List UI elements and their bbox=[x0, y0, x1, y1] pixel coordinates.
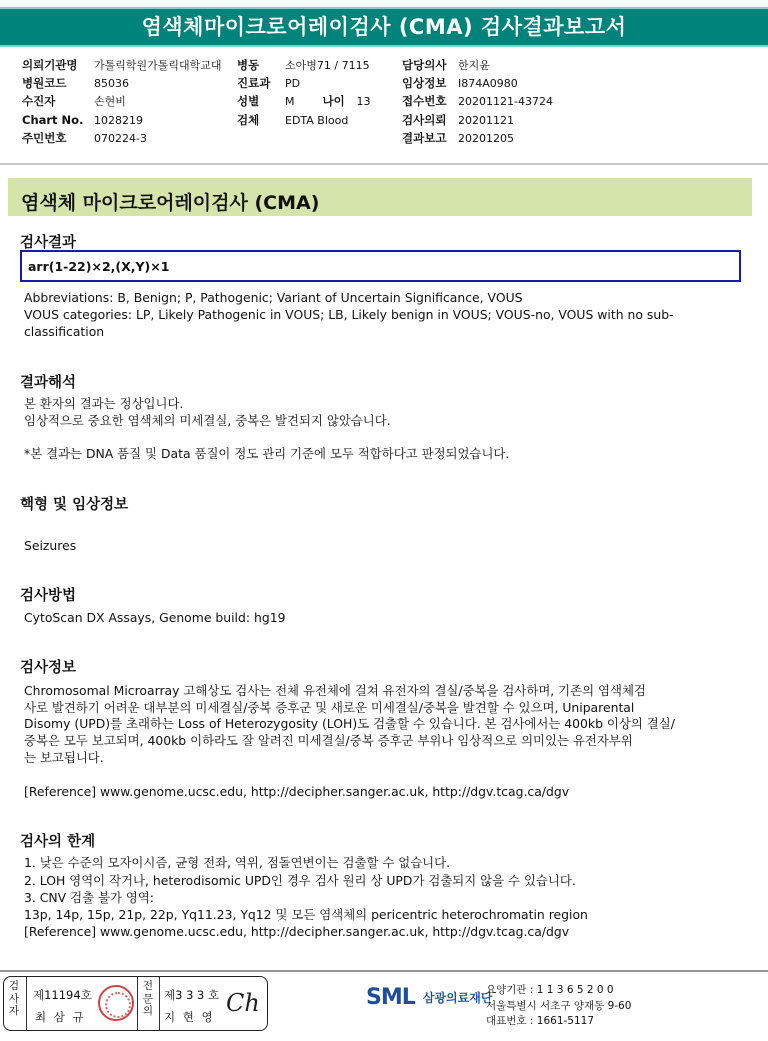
info-label: 수진자 bbox=[22, 94, 56, 109]
info-row-resident-no bbox=[22, 129, 222, 147]
test-info-reference: [Reference] www.genome.ucsc.edu, http://decipher.sanger.ac.uk, http://dgv.tcag.ca/dgv bbox=[24, 784, 570, 799]
info-row-request-date bbox=[402, 111, 553, 129]
info-row-hospital-code bbox=[22, 74, 222, 92]
interpretation-line: 임상적으로 중요한 염색체의 미세결실, 중복은 발견되지 않았습니다. bbox=[24, 413, 391, 428]
info-label: 결과보고 bbox=[402, 130, 447, 145]
reviewer-signature: Ch bbox=[226, 989, 260, 1017]
test-info-heading: 검사정보 bbox=[20, 660, 77, 676]
divider bbox=[26, 977, 27, 1030]
method-value: CytoScan DX Assays, Genome build: hg19 bbox=[24, 610, 286, 625]
info-label: 진료과 bbox=[237, 76, 271, 91]
reviewer-tag: 전문의 bbox=[142, 980, 154, 1017]
report-title: 염색체마이크로어레이검사 (CMA) 검사결과보고서 bbox=[0, 7, 768, 47]
limits-line: 2. LOH 영역이 작거나, heterodisomic UPD인 경우 검사 원리 상 UPD가 검출되지 않을 수 있습니다. bbox=[24, 873, 576, 888]
limits-line: 13p, 14p, 15p, 21p, 22p, Yq11.23, Yq12 및 모든 염색체의 pericentric heterochromatin region bbox=[24, 907, 588, 922]
info-column-3 bbox=[402, 56, 553, 147]
info-row-specimen bbox=[237, 111, 371, 129]
info-label: Chart No. bbox=[22, 112, 84, 127]
limits-line: 3. CNV 검출 불가 영역: bbox=[24, 890, 154, 905]
info-row-department bbox=[237, 74, 371, 92]
vous-categories-line: VOUS categories: LP, Likely Pathogenic in VOUS; LB, Likely benign in VOUS; VOUS-no, VOUS with no sub- bbox=[24, 307, 674, 322]
info-value: M bbox=[285, 95, 295, 109]
section-title: 염색체 마이크로어레이검사 (CMA) bbox=[8, 178, 752, 216]
vous-categories-line-cont: classification bbox=[24, 324, 105, 339]
footer-divider bbox=[0, 970, 768, 972]
info-value: 20201205 bbox=[458, 131, 514, 145]
info-column-2 bbox=[237, 56, 371, 129]
age-value: 13 bbox=[356, 95, 371, 109]
institution-address: 서울특별시 서초구 양재동 9-60 bbox=[486, 999, 632, 1012]
institution-phone: 대표번호 : 1661-5117 bbox=[486, 1015, 595, 1027]
divider bbox=[137, 977, 138, 1030]
info-row-report-date bbox=[402, 129, 553, 147]
info-row-doctor bbox=[402, 56, 553, 74]
info-row-sex-age bbox=[237, 92, 371, 110]
info-row-requester bbox=[22, 56, 222, 74]
info-value: 손현비 bbox=[94, 95, 126, 109]
info-value: 070224-3 bbox=[94, 131, 147, 145]
test-info-line: 는 보고됩니다. bbox=[24, 750, 104, 765]
info-value: I874A0980 bbox=[458, 77, 518, 91]
info-row-chart-no bbox=[22, 111, 222, 129]
info-value: 한지윤 bbox=[458, 59, 490, 72]
phenotype-heading: 핵형 및 임상정보 bbox=[20, 497, 129, 513]
info-label: 병동 bbox=[237, 58, 260, 72]
test-info-line: Disomy (UPD)를 초래하는 Loss of Heterozygosity (LOH)도 검출할 수 있습니다. 본 검사에서는 400kb 이상의 결실/ bbox=[24, 716, 675, 731]
tester-license-no: 제11194호 bbox=[33, 988, 92, 1002]
abbreviations-line: Abbreviations: B, Benign; P, Pathogenic; Variant of Uncertain Significance, VOUS bbox=[24, 290, 523, 305]
limits-reference: [Reference] www.genome.ucsc.edu, http://decipher.sanger.ac.uk, http://dgv.tcag.ca/dgv bbox=[24, 924, 570, 939]
info-label: 접수번호 bbox=[402, 94, 447, 109]
info-value: 소아병71 / 7115 bbox=[285, 59, 370, 72]
interpretation-heading: 결과해석 bbox=[20, 375, 77, 391]
age-label: 나이 bbox=[322, 94, 345, 109]
phenotype-value: Seizures bbox=[24, 538, 77, 553]
method-heading: 검사방법 bbox=[20, 588, 77, 604]
info-value: EDTA Blood bbox=[285, 113, 349, 127]
limits-heading: 검사의 한계 bbox=[20, 834, 96, 850]
test-info-line: 중복은 모두 보고되며, 400kb 이하라도 잘 알려진 미세결실/중복 증후군 부위나 임상적으로 의미있는 유전자부위 bbox=[24, 733, 633, 748]
interpretation-line: 본 환자의 결과는 정상입니다. bbox=[24, 396, 184, 411]
info-row-patient bbox=[22, 92, 222, 110]
limits-line: 1. 낮은 수준의 모자이시즘, 균형 전좌, 역위, 점돌연변이는 검출할 수 없습니다. bbox=[24, 855, 451, 870]
info-column-1 bbox=[22, 56, 222, 147]
institution-code: 요양기관 : 1 1 3 6 5 2 0 0 bbox=[486, 984, 614, 996]
info-label: 임상정보 bbox=[402, 76, 447, 91]
tester-tag: 검사자 bbox=[8, 980, 20, 1017]
info-label: 담당의사 bbox=[402, 58, 447, 72]
tester-seal bbox=[98, 985, 134, 1021]
info-label: 성별 bbox=[237, 94, 260, 109]
info-label: 검사의뢰 bbox=[402, 112, 447, 127]
result-heading: 검사결과 bbox=[20, 235, 77, 251]
info-label: 병원코드 bbox=[22, 76, 67, 91]
lab-name: 삼광의료재단 bbox=[422, 991, 493, 1005]
info-value: 85036 bbox=[94, 77, 129, 91]
info-value: 20201121 bbox=[458, 113, 514, 127]
test-info-line: Chromosomal Microarray 고해상도 검사는 전체 유전체에 걸쳐 유전자의 결실/중복을 검사하며, 기존의 염색체검 bbox=[24, 683, 646, 698]
info-value: 20201121-43724 bbox=[458, 95, 553, 109]
quality-note: *본 결과는 DNA 품질 및 Data 품질이 정도 관리 기준에 모두 적합하다고 판정되었습니다. bbox=[24, 446, 510, 461]
sml-logo-block bbox=[366, 985, 492, 1010]
info-label: 의뢰기관명 bbox=[22, 58, 78, 72]
info-value: 가톨릭학원가톨릭대학교대 bbox=[94, 59, 222, 72]
test-info-line: 사로 발견하기 어려운 대부분의 미세결실/중복 증후군 및 새로운 미세결실/중복을 발견할 수 있으며, Uniparental bbox=[24, 700, 635, 715]
info-value: 1028219 bbox=[94, 113, 143, 127]
info-label: 검체 bbox=[237, 112, 260, 127]
reviewer-license-no: 제3 3 3 호 bbox=[164, 988, 220, 1002]
info-row-clinical-info bbox=[402, 74, 553, 92]
info-label: 주민번호 bbox=[22, 130, 67, 145]
divider bbox=[159, 977, 160, 1030]
info-row-receipt-no bbox=[402, 92, 553, 110]
tester-name: 최 삼 규 bbox=[35, 1010, 86, 1024]
header-divider bbox=[0, 163, 768, 165]
info-row-ward bbox=[237, 56, 371, 74]
signature-box bbox=[3, 976, 268, 1031]
institution-info bbox=[486, 983, 631, 1030]
sml-logo: SML bbox=[366, 985, 415, 1010]
reviewer-name: 지 현 영 bbox=[164, 1010, 215, 1024]
info-value: PD bbox=[285, 77, 301, 91]
result-box: arr(1-22)×2,(X,Y)×1 bbox=[20, 250, 741, 282]
